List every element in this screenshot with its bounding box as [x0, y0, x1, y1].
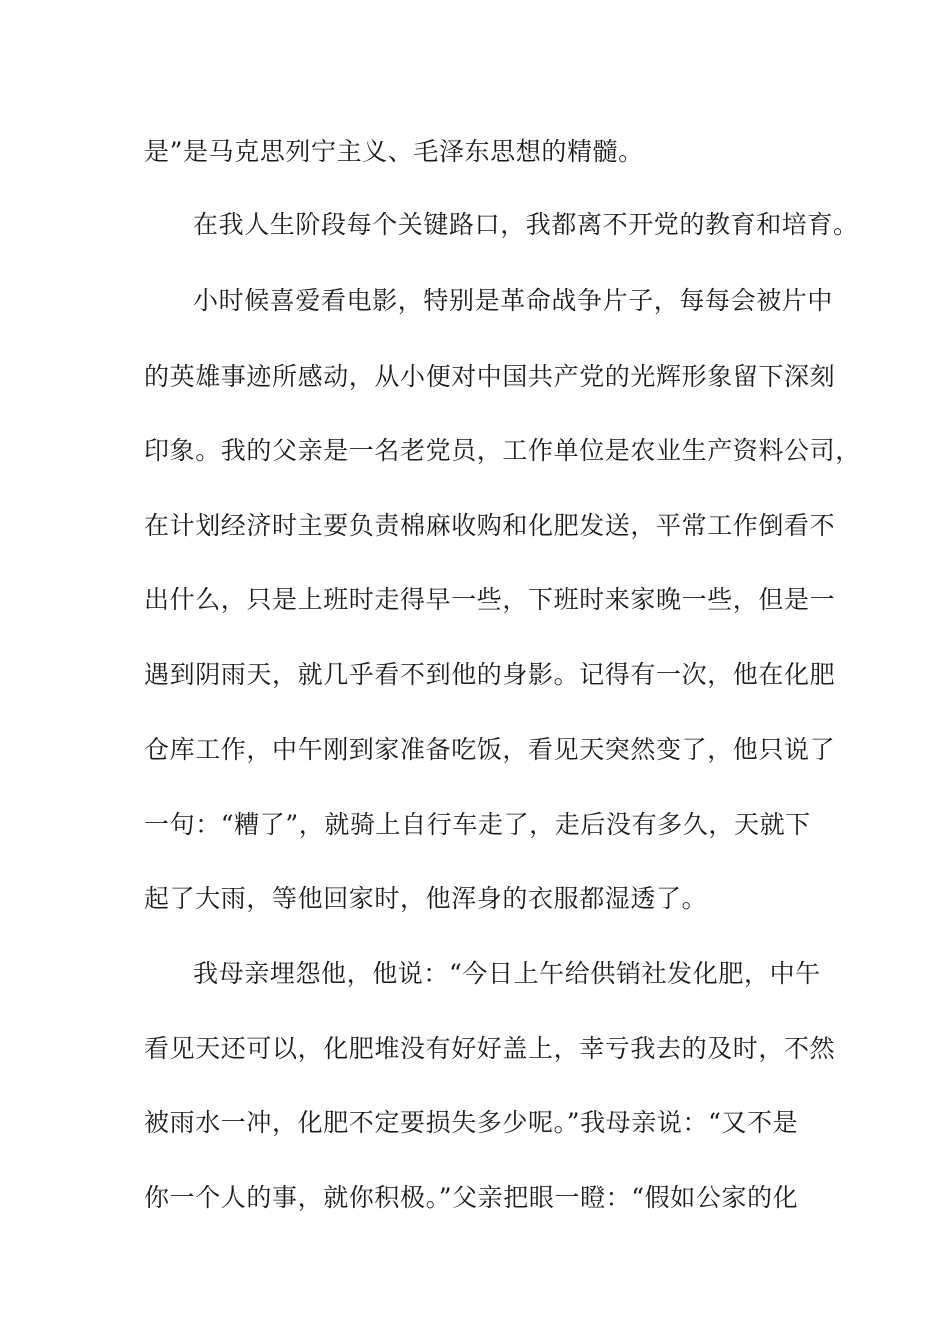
- paragraph-line: 在我人生阶段每个关键路口，我都离不开党的教育和培育。: [193, 210, 859, 239]
- paragraph-line: 你一个人的事，就你积极。”父亲把眼一瞪：“假如公家的化: [144, 1183, 799, 1212]
- paragraph-line: 印象。我的父亲是一名老党员，工作单位是农业生产资料公司，: [144, 436, 861, 465]
- paragraph-line: 在计划经济时主要负责棉麻收购和化肥发送，平常工作倒看不: [144, 511, 836, 540]
- paragraph-line: 遇到阴雨天，就几乎看不到他的身影。记得有一次，他在化肥: [144, 660, 836, 689]
- paragraph-line: 是”是马克思列宁主义、毛泽东思想的精髓。: [144, 137, 644, 166]
- paragraph-line: 我母亲埋怨他，他说：“今日上午给供销社发化肥，中午: [193, 959, 821, 988]
- paragraph-line: 起了大雨，等他回家时，他浑身的衣服都湿透了。: [144, 884, 708, 913]
- paragraph-line: 小时候喜爱看电影，特别是革命战争片子，每每会被片中: [193, 286, 834, 315]
- paragraph-line: 看见天还可以，化肥堆没有好好盖上，幸亏我去的及时，不然: [144, 1034, 836, 1063]
- paragraph-line: 被雨水一冲，化肥不定要损失多少呢。”我母亲说：“又不是: [144, 1108, 799, 1137]
- paragraph-line: 一句：“糟了”，就骑上自行车走了，走后没有多久，天就下: [144, 810, 811, 839]
- paragraph-line: 仓库工作，中午刚到家准备吃饭，看见天突然变了，他只说了: [144, 735, 836, 764]
- paragraph-line: 出什么，只是上班时走得早一些，下班时来家晚一些，但是一: [144, 585, 836, 614]
- paragraph-line: 的英雄事迹所感动，从小便对中国共产党的光辉形象留下深刻: [144, 362, 836, 391]
